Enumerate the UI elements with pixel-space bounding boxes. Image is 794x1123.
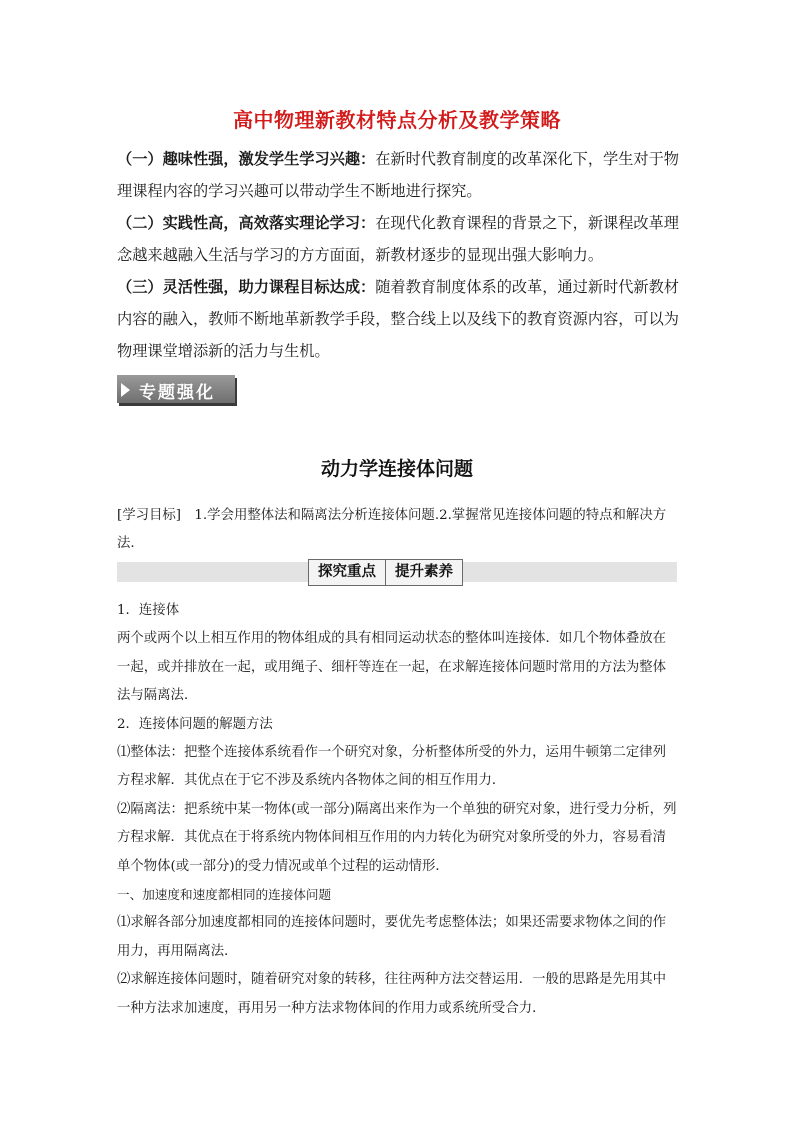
topic-banner — [117, 375, 237, 407]
learning-goal-paragraph — [117, 502, 679, 558]
learning-goal — [117, 502, 679, 558]
paragraph-rule-2: ⑵求解连接体问题时，随着研究对象的转移，往往两种方法交替运用．一般的思路是先用其中一种方法求加速度，再用另一种方法求物体间的作用力或系统所受合力． — [117, 972, 667, 1016]
paragraph-rule-1: ⑴求解各部分加速度都相同的连接体问题时，要优先考虑整体法；如果还需要求物体之间的作用力，再用隔离法． — [117, 915, 667, 959]
learning-goal-text: 1.学会用整体法和隔离法分析连接体问题.2.掌握常见连接体问题的特点和解决方法. — [117, 508, 667, 551]
page-title: 高中物理新教材特点分析及教学策略 — [233, 108, 561, 132]
section-title: 动力学连接体问题 — [320, 458, 473, 480]
tab-improve-literacy: 提升素养 — [395, 564, 453, 580]
intro-label-2: （二）实践性高，高效落实理论学习： — [117, 214, 376, 232]
intro-label-1: （一）趣味性强，激发学生学习兴趣： — [117, 150, 376, 168]
play-triangle-icon — [121, 383, 130, 397]
banner-label: 专题强化 — [139, 383, 215, 403]
heading-connected-body: 1．连接体 — [117, 603, 180, 618]
tab-explore-key: 探究重点 — [309, 560, 386, 585]
heading-same-acceleration: 一、加速度和速度都相同的连接体问题 — [117, 887, 332, 903]
intro-paragraph-1 — [117, 143, 679, 207]
section-tab-box — [308, 559, 463, 586]
intro-text-3: 随着教育制度体系的改革，通过新时代新教材内容的融入，教师不断地革新教学手段，整合线上以及线下的教育资源内容，可以为物理课堂增添新的活力与生机。 — [117, 278, 679, 360]
intro-paragraph-2 — [117, 207, 679, 271]
intro-section — [117, 143, 679, 367]
intro-paragraph-3 — [117, 271, 679, 367]
body-content — [117, 597, 679, 1023]
intro-text-2: 在现代化教育课程的背景之下，新课程改革理念越来越融入生活与学习的方方面面，新教材逐步的显现出强大影响力。 — [117, 214, 679, 264]
learning-goal-label: [学习目标] — [117, 508, 182, 523]
intro-label-3: （三）灵活性强，助力课程目标达成： — [117, 278, 376, 296]
paragraph-definition: 两个或两个以上相互作用的物体组成的具有相同运动状态的整体叫连接体．如几个物体叠放在一起，或并排放在一起，或用绳子、细杆等连在一起，在求解连接体问题时常用的方法为整体法与隔离法． — [117, 631, 667, 704]
paragraph-isolation-method: ⑵隔离法：把系统中某一物体(或一部分)隔离出来作为一个单独的研究对象，进行受力分析，列方程求解．其优点在于将系统内物体间相互作用的内力转化为研究对象所受的外力，容易看清单个物体(或一部分)的受力情况或单个过程的运动情形． — [117, 801, 677, 874]
heading-solution-methods: 2．连接体问题的解题方法 — [117, 716, 273, 732]
paragraph-whole-method: ⑴整体法：把整个连接体系统看作一个研究对象，分析整体所受的外力，运用牛顿第二定律列方程求解．其优点在于它不涉及系统内各物体之间的相互作用力． — [117, 745, 667, 789]
intro-text-1: 在新时代教育制度的改革深化下，学生对于物理课程内容的学习兴趣可以带动学生不断地进行探究。 — [117, 150, 679, 200]
